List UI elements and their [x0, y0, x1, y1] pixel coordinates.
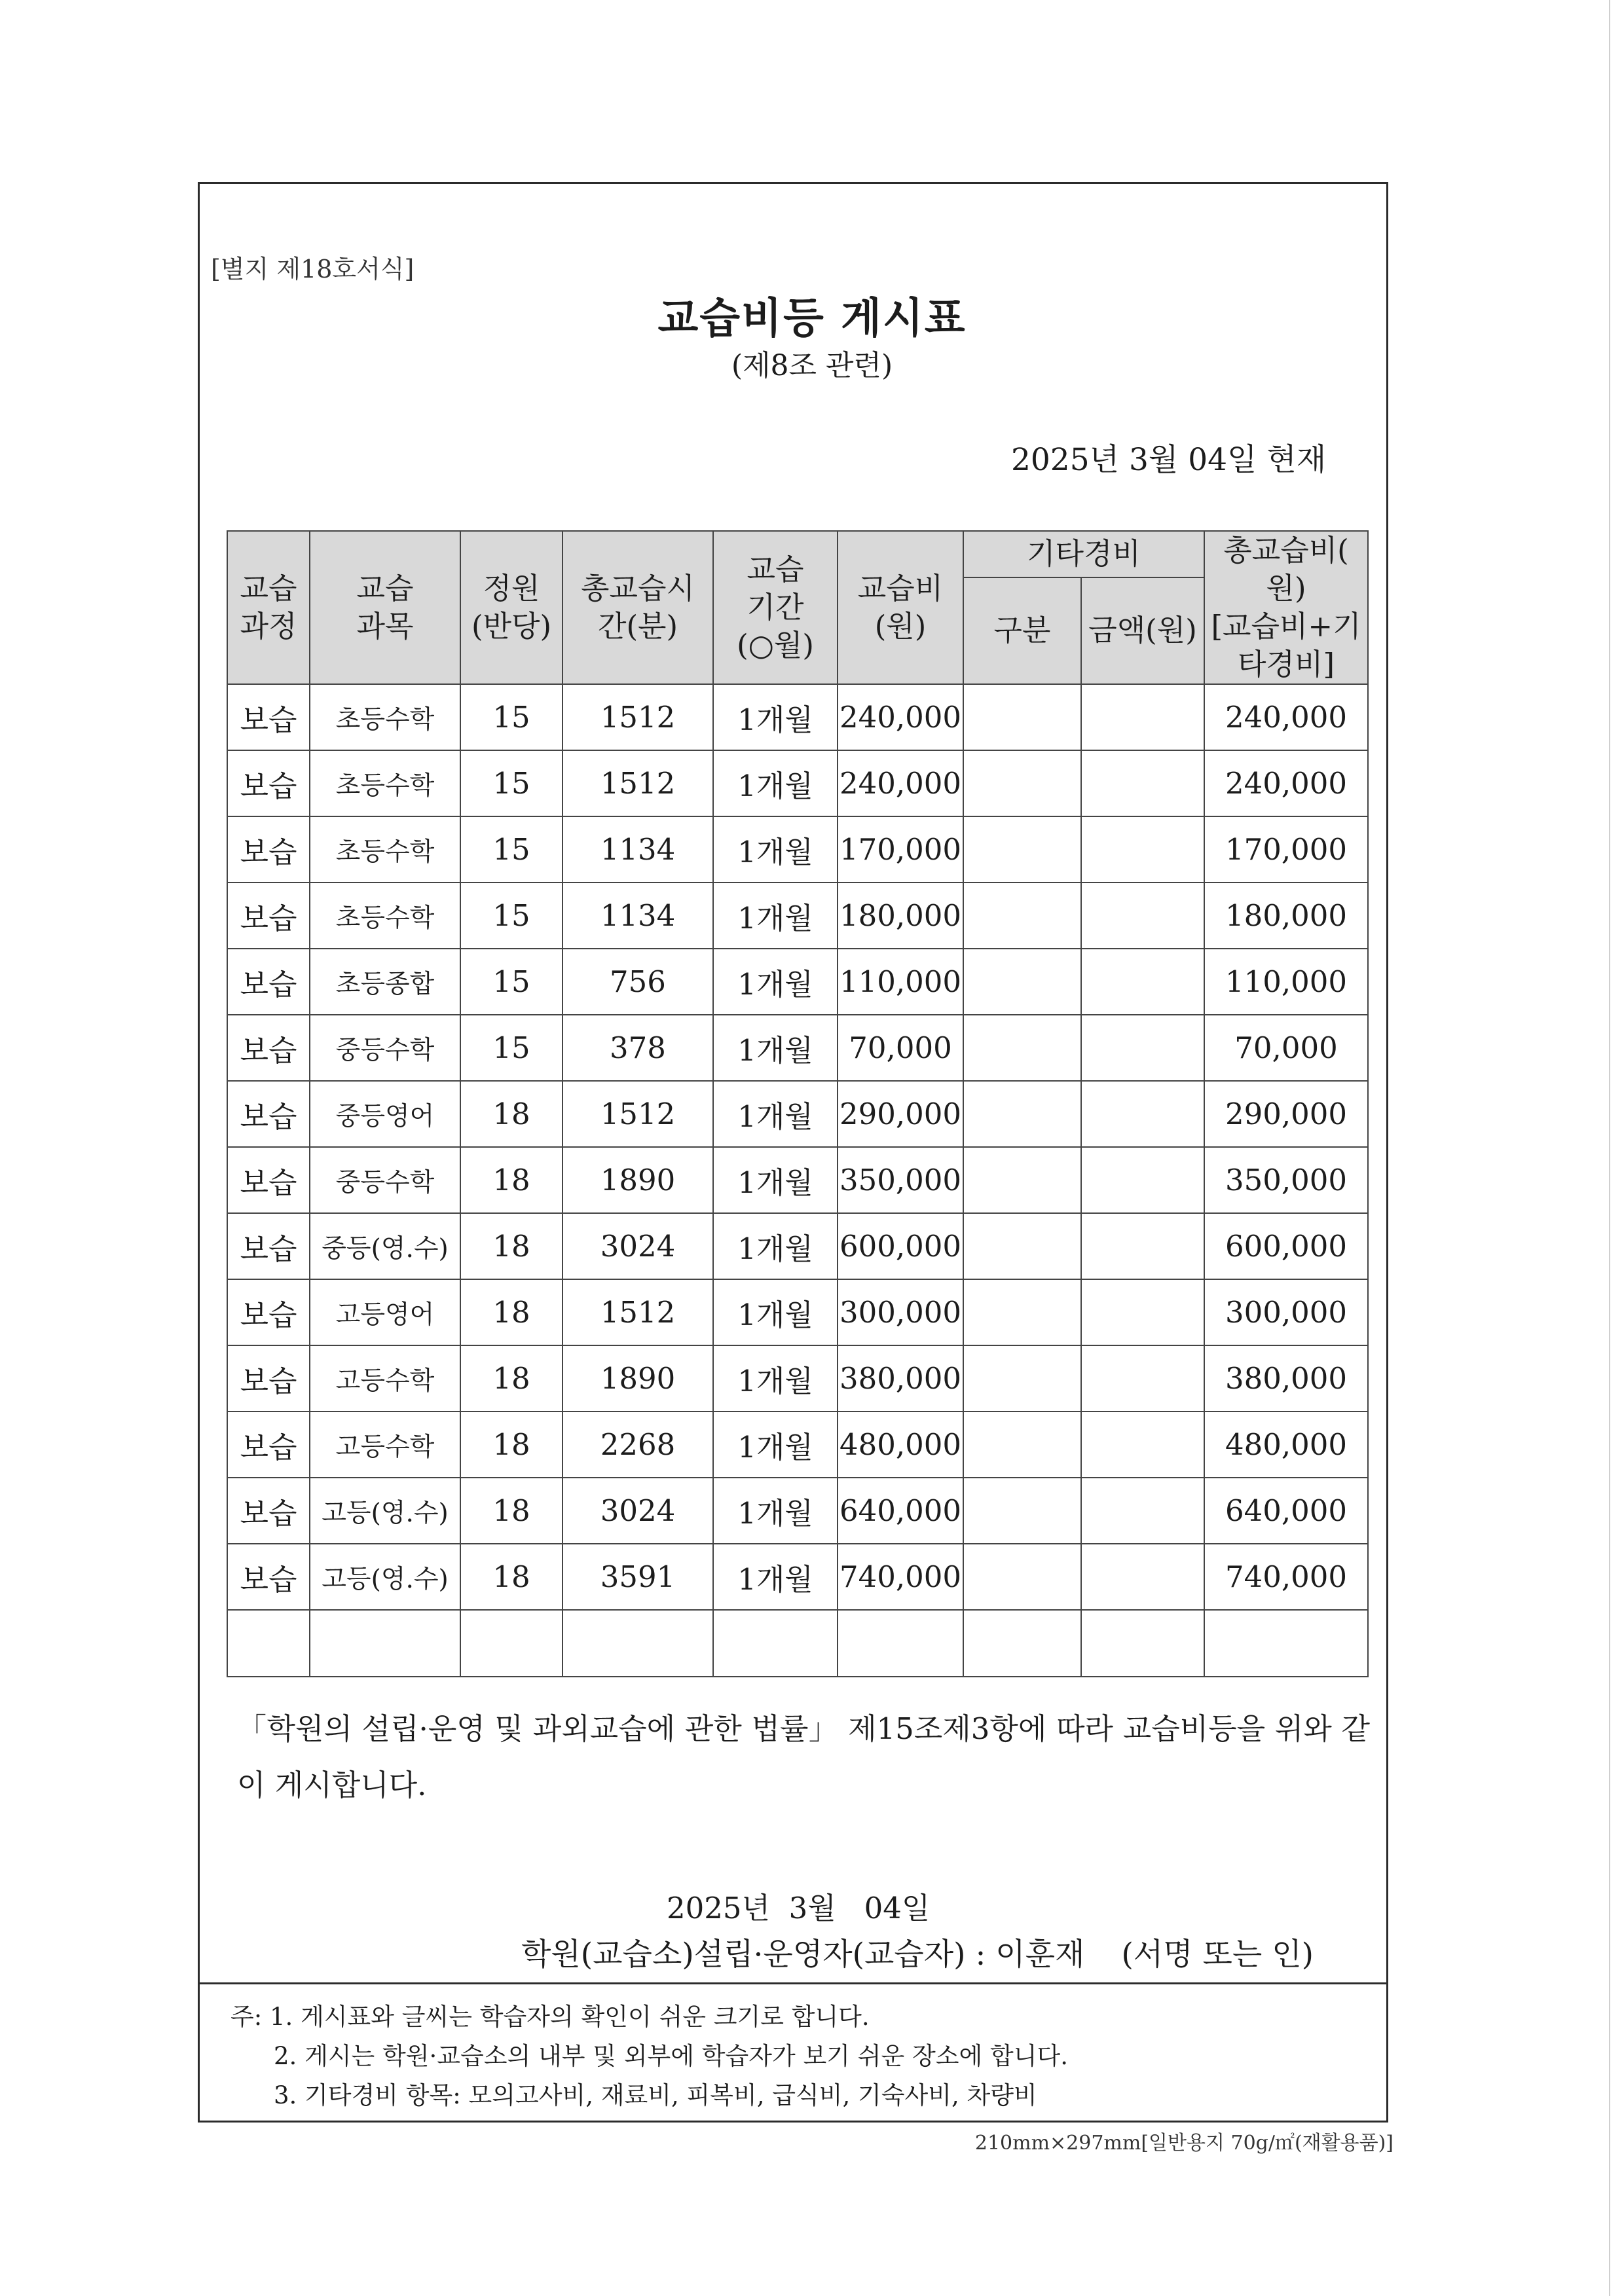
period-cell: 1개월 — [713, 684, 838, 750]
header-course: 교습 과정 — [227, 531, 310, 684]
course-cell: 보습 — [227, 1279, 310, 1345]
capacity-cell: 18 — [460, 1081, 563, 1147]
other-amount-cell — [1081, 883, 1204, 949]
other-category-cell — [963, 1015, 1081, 1081]
capacity-cell: 15 — [460, 883, 563, 949]
table-row — [227, 1213, 1368, 1279]
empty-cell — [227, 1610, 310, 1677]
header-period: 교습 기간 (○월) — [713, 531, 838, 684]
total-fee-cell: 380,000 — [1204, 1345, 1368, 1412]
tuition-cell: 600,000 — [838, 1213, 963, 1279]
total-fee-cell: 110,000 — [1204, 949, 1368, 1015]
header-tuition: 교습비 (원) — [838, 531, 963, 684]
other-amount-cell — [1081, 1345, 1204, 1412]
table-row — [227, 1412, 1368, 1478]
subject-cell: 고등수학 — [310, 1345, 460, 1412]
course-cell: 보습 — [227, 1015, 310, 1081]
tuition-cell: 350,000 — [838, 1147, 963, 1213]
empty-cell — [563, 1610, 713, 1677]
other-amount-cell — [1081, 750, 1204, 816]
other-category-cell — [963, 1544, 1081, 1610]
empty-cell — [1204, 1610, 1368, 1677]
course-cell: 보습 — [227, 816, 310, 883]
other-category-cell — [963, 1478, 1081, 1544]
capacity-cell: 18 — [460, 1544, 563, 1610]
total-fee-cell: 350,000 — [1204, 1147, 1368, 1213]
table-row-empty — [227, 1610, 1368, 1677]
table-row — [227, 1478, 1368, 1544]
tuition-cell: 300,000 — [838, 1279, 963, 1345]
tuition-cell: 480,000 — [838, 1412, 963, 1478]
capacity-cell: 18 — [460, 1478, 563, 1544]
header-total-fee: 총교습비( 원) [교습비+기 타경비] — [1204, 531, 1368, 684]
other-category-cell — [963, 1412, 1081, 1478]
other-amount-cell — [1081, 1544, 1204, 1610]
minutes-cell: 2268 — [563, 1412, 713, 1478]
subject-cell: 고등영어 — [310, 1279, 460, 1345]
other-category-cell — [963, 1081, 1081, 1147]
period-cell: 1개월 — [713, 949, 838, 1015]
period-cell: 1개월 — [713, 1544, 838, 1610]
course-cell: 보습 — [227, 1412, 310, 1478]
table-row — [227, 949, 1368, 1015]
table-row — [227, 684, 1368, 750]
total-fee-cell: 740,000 — [1204, 1544, 1368, 1610]
tuition-cell: 640,000 — [838, 1478, 963, 1544]
period-cell: 1개월 — [713, 816, 838, 883]
table-row — [227, 1081, 1368, 1147]
subject-cell: 초등수학 — [310, 684, 460, 750]
minutes-cell: 3024 — [563, 1213, 713, 1279]
tuition-cell: 380,000 — [838, 1345, 963, 1412]
header-other-category: 구분 — [963, 577, 1081, 684]
period-cell: 1개월 — [713, 1213, 838, 1279]
tuition-cell: 290,000 — [838, 1081, 963, 1147]
subject-cell: 중등(영.수) — [310, 1213, 460, 1279]
minutes-cell: 1512 — [563, 750, 713, 816]
period-cell: 1개월 — [713, 1345, 838, 1412]
course-cell: 보습 — [227, 1081, 310, 1147]
course-cell: 보습 — [227, 1544, 310, 1610]
total-fee-cell: 300,000 — [1204, 1279, 1368, 1345]
total-fee-cell: 640,000 — [1204, 1478, 1368, 1544]
other-category-cell — [963, 816, 1081, 883]
other-category-cell — [963, 1279, 1081, 1345]
other-category-cell — [963, 1213, 1081, 1279]
period-cell: 1개월 — [713, 1279, 838, 1345]
paper-spec: 210mm×297mm[일반용지 70g/㎡(재활용품)] — [974, 2132, 1393, 2155]
period-cell: 1개월 — [713, 750, 838, 816]
total-fee-cell: 240,000 — [1204, 750, 1368, 816]
empty-cell — [310, 1610, 460, 1677]
header-other-amount: 금액(원) — [1081, 577, 1204, 684]
course-cell: 보습 — [227, 684, 310, 750]
empty-cell — [460, 1610, 563, 1677]
tuition-cell: 740,000 — [838, 1544, 963, 1610]
empty-cell — [1081, 1610, 1204, 1677]
period-cell: 1개월 — [713, 1081, 838, 1147]
capacity-cell: 15 — [460, 750, 563, 816]
note-3: 3. 기타경비 항목: 모의고사비, 재료비, 피복비, 급식비, 기숙사비, 차량비 — [274, 2081, 1037, 2109]
page-title: 교습비등 게시표 — [657, 295, 967, 343]
table-row — [227, 1544, 1368, 1610]
empty-cell — [713, 1610, 838, 1677]
table-row — [227, 816, 1368, 883]
note-2: 2. 게시는 학원·교습소의 내부 및 외부에 학습자가 보기 쉬운 장소에 합니다. — [274, 2042, 1068, 2070]
total-fee-cell: 480,000 — [1204, 1412, 1368, 1478]
other-amount-cell — [1081, 1279, 1204, 1345]
tuition-cell: 170,000 — [838, 816, 963, 883]
subject-cell: 중등수학 — [310, 1015, 460, 1081]
course-cell: 보습 — [227, 1147, 310, 1213]
other-amount-cell — [1081, 1081, 1204, 1147]
minutes-cell: 1890 — [563, 1147, 713, 1213]
form-number: [별지 제18호서식] — [211, 255, 415, 283]
total-fee-cell: 240,000 — [1204, 684, 1368, 750]
minutes-cell: 3591 — [563, 1544, 713, 1610]
other-amount-cell — [1081, 1412, 1204, 1478]
subject-cell: 고등(영.수) — [310, 1544, 460, 1610]
period-cell: 1개월 — [713, 1147, 838, 1213]
course-cell: 보습 — [227, 1478, 310, 1544]
tuition-cell: 70,000 — [838, 1015, 963, 1081]
signer-label: 학원(교습소)설립·운영자(교습자) : 이훈재 — [521, 1937, 1085, 1973]
minutes-cell: 1134 — [563, 816, 713, 883]
header-total-minutes: 총교습시 간(분) — [563, 531, 713, 684]
minutes-cell: 1512 — [563, 1081, 713, 1147]
capacity-cell: 15 — [460, 816, 563, 883]
other-amount-cell — [1081, 1478, 1204, 1544]
other-category-cell — [963, 1345, 1081, 1412]
table-row — [227, 1345, 1368, 1412]
total-fee-cell: 70,000 — [1204, 1015, 1368, 1081]
minutes-cell: 1890 — [563, 1345, 713, 1412]
legal-statement: 「학원의 설립·운영 및 과외교습에 관한 법률」 제15조제3항에 따라 교습비등을 위와 같이 게시합니다. — [237, 1711, 1370, 1802]
table-row — [227, 883, 1368, 949]
subject-cell: 고등수학 — [310, 1412, 460, 1478]
capacity-cell: 15 — [460, 949, 563, 1015]
other-category-cell — [963, 883, 1081, 949]
other-amount-cell — [1081, 684, 1204, 750]
empty-cell — [963, 1610, 1081, 1677]
as-of-date: 2025년 3월 04일 현재 — [1011, 442, 1327, 478]
total-fee-cell: 600,000 — [1204, 1213, 1368, 1279]
tuition-cell: 180,000 — [838, 883, 963, 949]
capacity-cell: 18 — [460, 1412, 563, 1478]
other-amount-cell — [1081, 1015, 1204, 1081]
course-cell: 보습 — [227, 949, 310, 1015]
period-cell: 1개월 — [713, 1478, 838, 1544]
minutes-cell: 3024 — [563, 1478, 713, 1544]
period-cell: 1개월 — [713, 1015, 838, 1081]
subject-cell: 초등수학 — [310, 750, 460, 816]
other-amount-cell — [1081, 1213, 1204, 1279]
subject-cell: 고등(영.수) — [310, 1478, 460, 1544]
capacity-cell: 18 — [460, 1345, 563, 1412]
empty-cell — [838, 1610, 963, 1677]
signer-line — [521, 1930, 1314, 1974]
period-cell: 1개월 — [713, 1412, 838, 1478]
total-fee-cell: 170,000 — [1204, 816, 1368, 883]
note-1: 주: 1. 게시표와 글씨는 학습자의 확인이 쉬운 크기로 합니다. — [231, 2003, 870, 2031]
table-row — [227, 1279, 1368, 1345]
capacity-cell: 18 — [460, 1213, 563, 1279]
table-row — [227, 1015, 1368, 1081]
course-cell: 보습 — [227, 1213, 310, 1279]
fee-table — [227, 530, 1369, 1677]
capacity-cell: 15 — [460, 1015, 563, 1081]
capacity-cell: 18 — [460, 1147, 563, 1213]
header-other-costs: 기타경비 — [963, 531, 1204, 577]
capacity-cell: 15 — [460, 684, 563, 750]
other-category-cell — [963, 750, 1081, 816]
capacity-cell: 18 — [460, 1279, 563, 1345]
table-row — [227, 750, 1368, 816]
total-fee-cell: 290,000 — [1204, 1081, 1368, 1147]
subject-cell: 중등영어 — [310, 1081, 460, 1147]
other-category-cell — [963, 1147, 1081, 1213]
other-amount-cell — [1081, 816, 1204, 883]
other-amount-cell — [1081, 949, 1204, 1015]
total-fee-cell: 180,000 — [1204, 883, 1368, 949]
minutes-cell: 756 — [563, 949, 713, 1015]
other-amount-cell — [1081, 1147, 1204, 1213]
minutes-cell: 1512 — [563, 1279, 713, 1345]
page-subtitle: (제8조 관련) — [731, 349, 893, 382]
signature-date: 2025년 3월 04일 — [667, 1891, 931, 1925]
course-cell: 보습 — [227, 1345, 310, 1412]
header-capacity: 정원 (반당) — [460, 531, 563, 684]
subject-cell: 초등수학 — [310, 883, 460, 949]
subject-cell: 초등수학 — [310, 816, 460, 883]
fee-table-body — [227, 684, 1368, 1677]
notes-divider — [198, 1982, 1388, 1984]
signature-hint: (서명 또는 인) — [1121, 1937, 1314, 1973]
other-category-cell — [963, 949, 1081, 1015]
course-cell: 보습 — [227, 750, 310, 816]
tuition-cell: 240,000 — [838, 750, 963, 816]
minutes-cell: 378 — [563, 1015, 713, 1081]
table-row — [227, 1147, 1368, 1213]
subject-cell: 중등수학 — [310, 1147, 460, 1213]
period-cell: 1개월 — [713, 883, 838, 949]
minutes-cell: 1134 — [563, 883, 713, 949]
header-subject: 교습 과목 — [310, 531, 460, 684]
minutes-cell: 1512 — [563, 684, 713, 750]
tuition-cell: 240,000 — [838, 684, 963, 750]
tuition-cell: 110,000 — [838, 949, 963, 1015]
course-cell: 보습 — [227, 883, 310, 949]
other-category-cell — [963, 684, 1081, 750]
subject-cell: 초등종합 — [310, 949, 460, 1015]
